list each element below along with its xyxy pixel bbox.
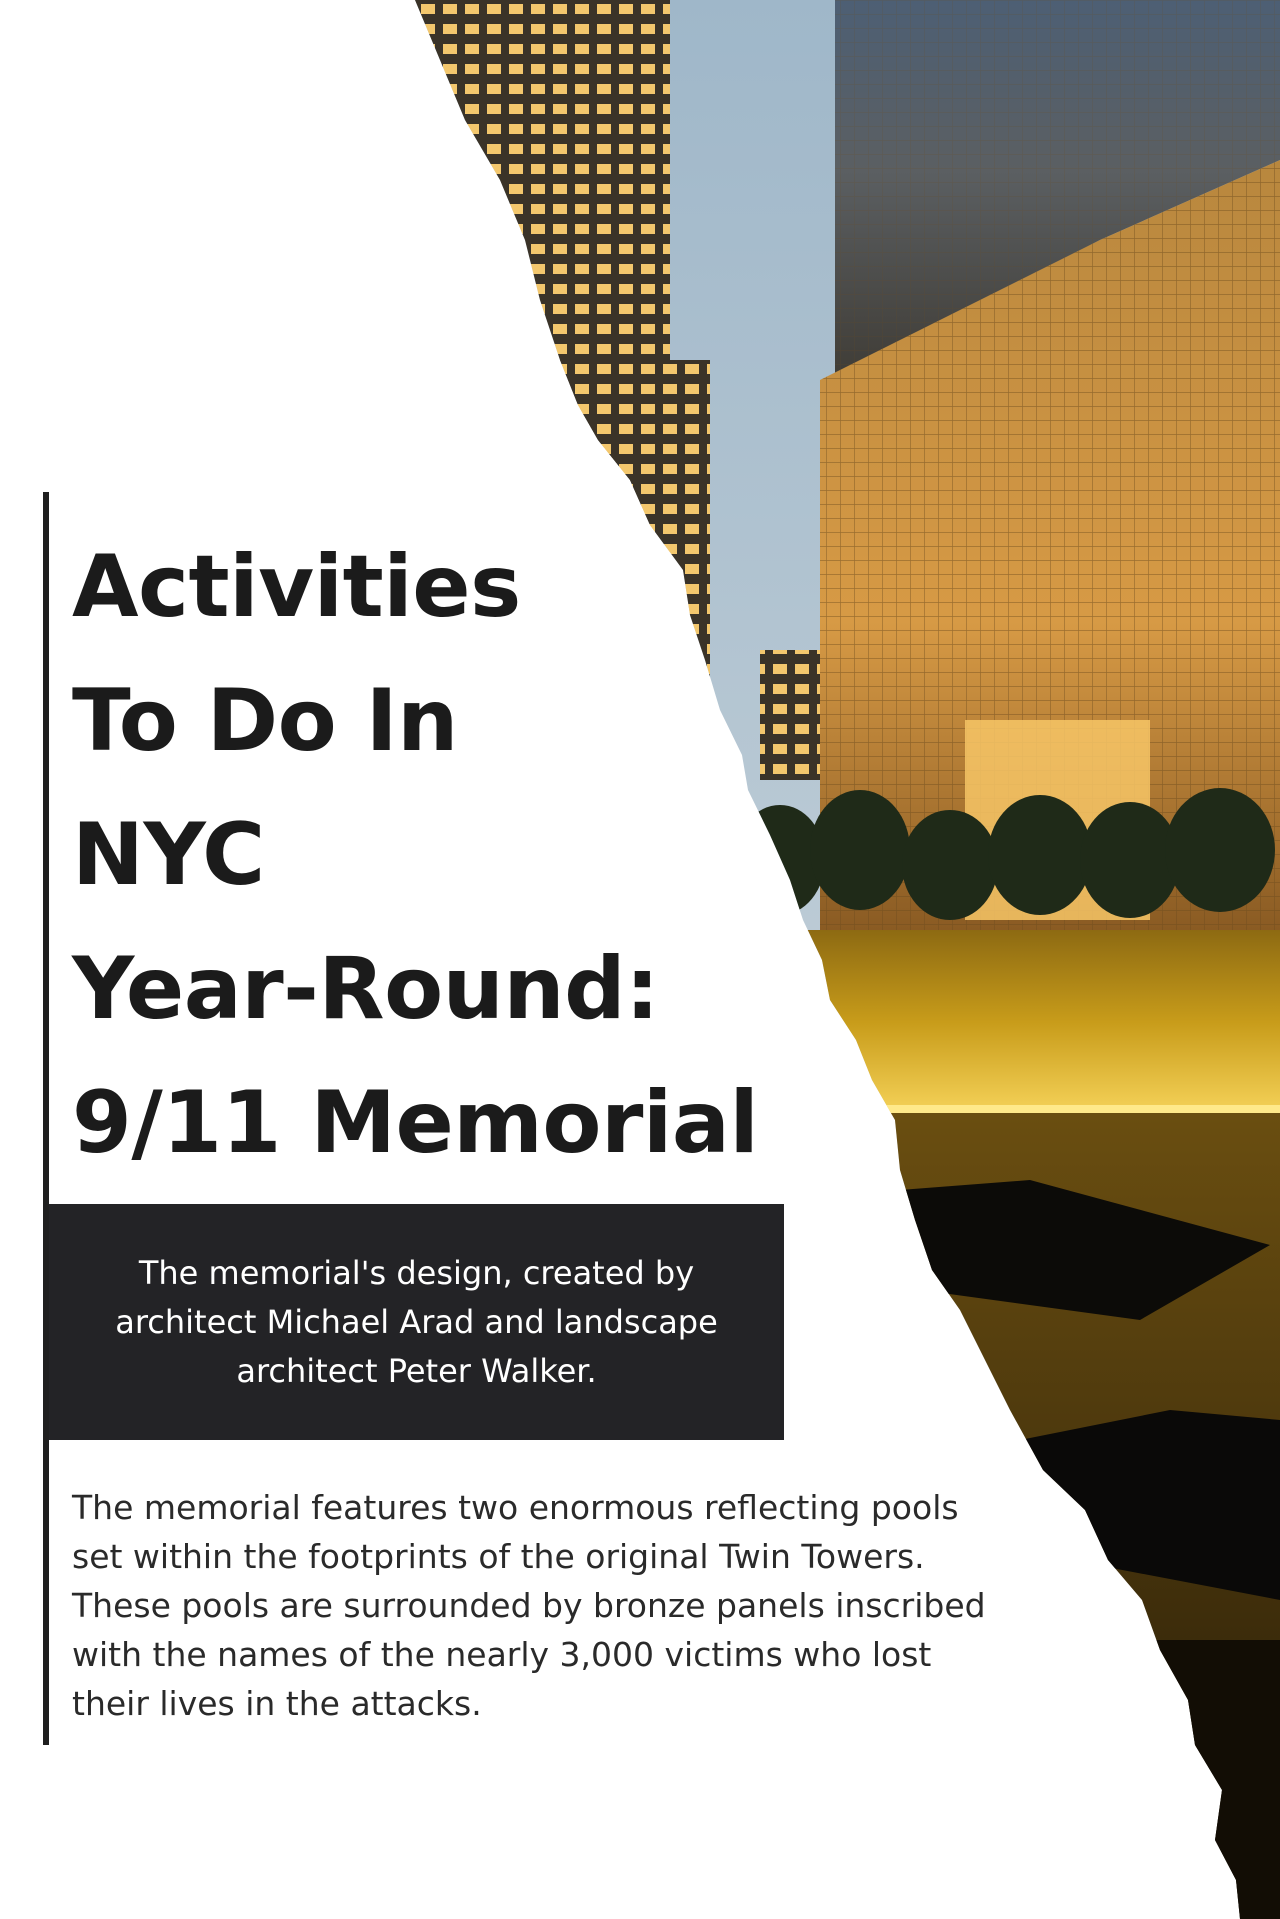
title-line: 9/11 Memorial xyxy=(72,1073,759,1173)
description-line: set within the footprints of the original Twin Towers. xyxy=(72,1537,925,1576)
caption-text: The memorial's design, created by architect Michael Arad and landscape architect Peter Walker. xyxy=(115,1253,718,1390)
caption-box xyxy=(49,1204,784,1440)
title-line: To Do In xyxy=(72,671,458,771)
description-line: with the names of the nearly 3,000 victims who lost xyxy=(72,1635,932,1674)
description-text xyxy=(72,1483,1052,1728)
page-title xyxy=(72,520,772,1190)
title-line: NYC xyxy=(72,805,265,905)
description-line: These pools are surrounded by bronze panels inscribed xyxy=(72,1586,986,1625)
description-line: The memorial features two enormous reflecting pools xyxy=(72,1488,959,1527)
title-line: Activities xyxy=(72,537,521,637)
title-line: Year-Round: xyxy=(72,939,660,1039)
accent-line xyxy=(43,492,49,1745)
description-line: their lives in the attacks. xyxy=(72,1684,482,1723)
